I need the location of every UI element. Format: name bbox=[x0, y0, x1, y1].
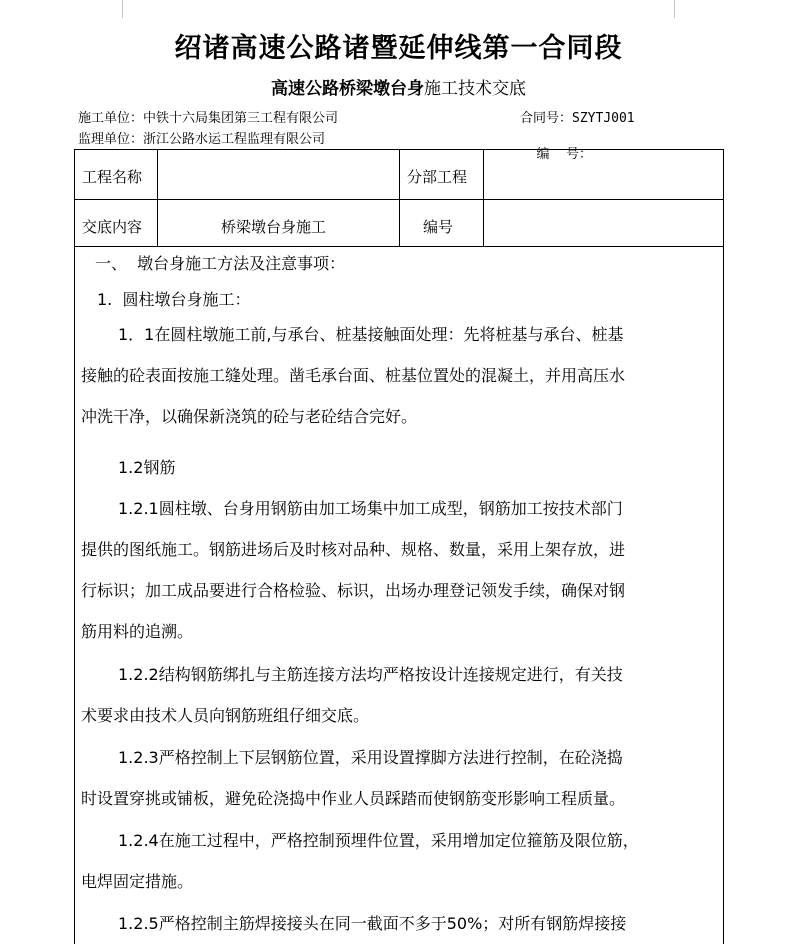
paragraph-1-1 bbox=[81, 314, 721, 437]
construction-unit-label: 施工单位： bbox=[78, 111, 144, 126]
contract-label: 合同号： bbox=[520, 111, 573, 126]
table-rule bbox=[75, 246, 723, 247]
crop-mark bbox=[674, 0, 675, 18]
paragraph-line: 1.2.2结构钢筋绑扎与主筋连接方法均严格按设计连接规定进行，有关技 bbox=[118, 665, 623, 684]
supervision-unit-label: 监理单位： bbox=[78, 132, 144, 147]
paragraph-1-2-5 bbox=[81, 903, 721, 944]
project-name-label: 工程名称 bbox=[82, 168, 143, 186]
paragraph-line: 提供的图纸施工。钢筋进场后及时核对品种、规格、数量，采用上架存放，进 bbox=[81, 540, 626, 559]
paragraph-line: 时设置穿挑或铺板，避免砼浇捣中作业人员踩踏而使钢筋变形影响工程质量。 bbox=[81, 789, 626, 808]
paragraph-1-2-1 bbox=[81, 488, 721, 652]
paragraph-line: 术要求由技术人员向钢筋班组仔细交底。 bbox=[81, 706, 370, 725]
contract-no: SZYTJ001 bbox=[572, 111, 635, 126]
paragraph-line: 接触的砼表面按施工缝处理。凿毛承台面、桩基位置处的混凝土，并用高压水 bbox=[81, 366, 626, 385]
document-title: 绍诸高速公路诸暨延伸线第一合同段 bbox=[174, 33, 623, 64]
document-page bbox=[74, 22, 723, 944]
paragraph-line: 1．1在圆柱墩施工前,与承台、桩基接触面处理：先将桩基与承台、桩基 bbox=[118, 325, 624, 344]
paragraph-line: 筋用料的追溯。 bbox=[81, 622, 194, 641]
code-label: 编号 bbox=[423, 218, 454, 236]
paragraph-line: 冲洗干净，以确保新浇筑的砼与老砼结合完好。 bbox=[81, 407, 418, 426]
supervision-unit: 浙江公路水运工程监理有限公司 bbox=[143, 132, 326, 147]
paragraph-line: 行标识；加工成品要进行合格检验、标识，出场办理登记领发手续，确保对钢 bbox=[81, 581, 626, 600]
construction-unit-row bbox=[78, 107, 338, 126]
paragraph-line: 1.2钢筋 bbox=[118, 458, 176, 477]
paragraph-1-2 bbox=[81, 447, 721, 488]
construction-unit: 中铁十六局集团第三工程有限公司 bbox=[143, 111, 339, 126]
table-rule bbox=[399, 150, 400, 246]
crop-mark bbox=[122, 0, 123, 18]
paragraph-line: 1.2.4在施工过程中，严格控制预埋件位置，采用增加定位箍筋及限位筋， bbox=[118, 831, 639, 850]
number-label: 编 号： bbox=[536, 147, 593, 162]
sub-project-label: 分部工程 bbox=[407, 168, 468, 186]
handover-table bbox=[74, 149, 724, 944]
document-subtitle bbox=[74, 74, 723, 99]
content-label: 交底内容 bbox=[82, 218, 143, 236]
subtitle-bold: 高速公路桥梁墩台身 bbox=[271, 79, 424, 99]
paragraph-1-2-3 bbox=[81, 737, 721, 819]
table-rule bbox=[157, 150, 158, 246]
contract-no-row bbox=[520, 107, 635, 126]
paragraph-line: 1.2.3严格控制上下层钢筋位置，采用设置撑脚方法进行控制，在砼浇捣 bbox=[118, 748, 623, 767]
subsection-heading: 1. 圆柱墩台身施工： bbox=[97, 290, 251, 309]
paragraph-line: 1.2.5严格控制主筋焊接接头在同一截面不多于50%；对所有钢筋焊接接 bbox=[118, 914, 627, 933]
content-value: 桥梁墩台身施工 bbox=[221, 218, 327, 236]
paragraph-line: 1.2.1圆柱墩、台身用钢筋由加工场集中加工成型，钢筋加工按技术部门 bbox=[118, 499, 623, 518]
paragraph-1-2-4 bbox=[81, 820, 721, 902]
paragraph-line: 电焊固定措施。 bbox=[81, 872, 194, 891]
section-heading: 一、 墩台身施工方法及注意事项： bbox=[95, 254, 346, 273]
crop-marks bbox=[0, 0, 795, 20]
paragraph-1-2-2 bbox=[81, 654, 721, 736]
supervision-unit-row bbox=[78, 128, 325, 147]
subtitle-rest: 施工技术交底 bbox=[424, 79, 526, 99]
table-rule bbox=[483, 150, 484, 246]
